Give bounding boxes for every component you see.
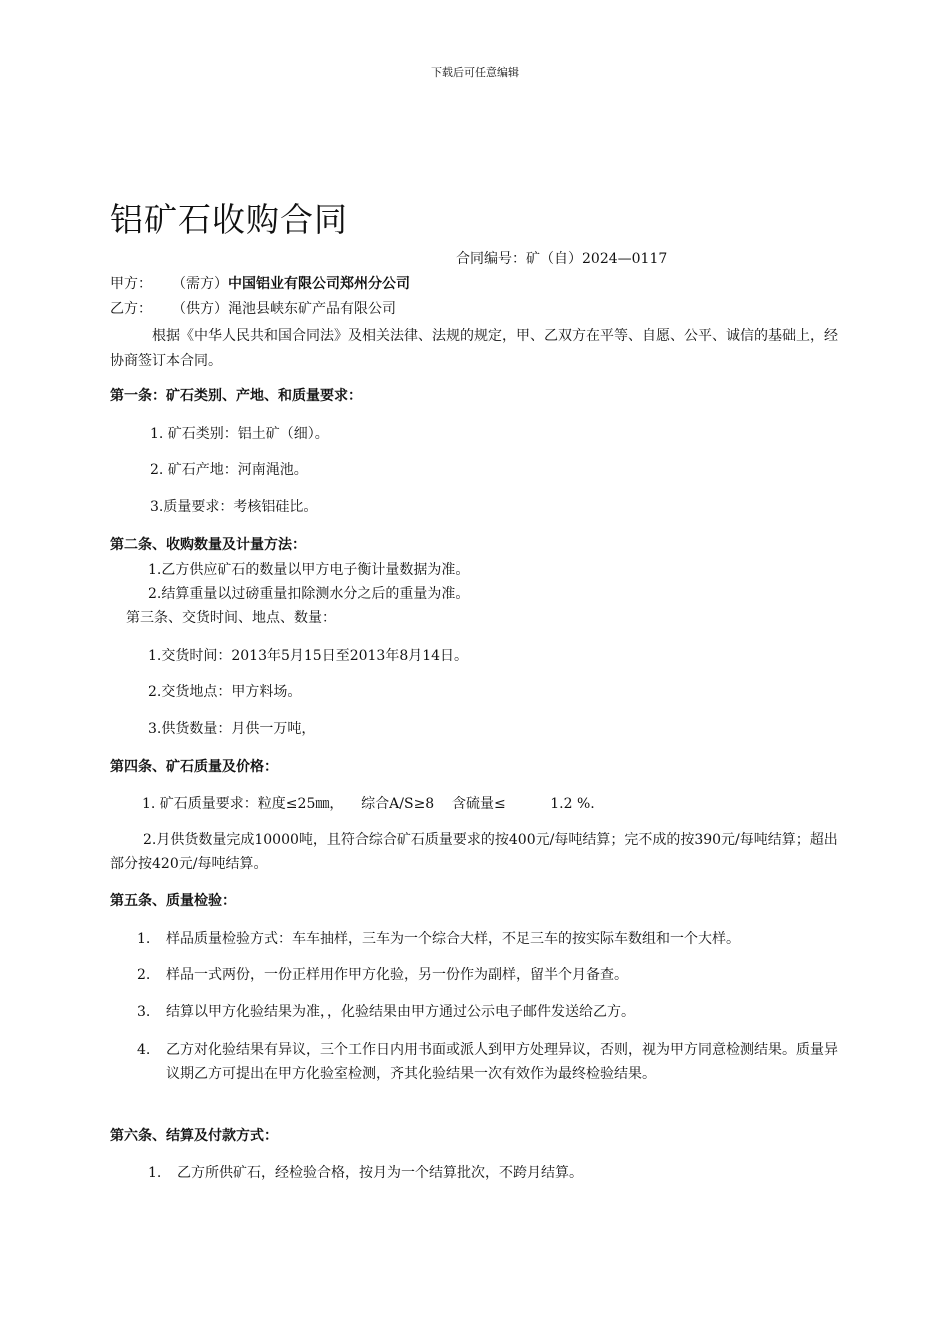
article-1-item-2: 2. 矿石产地：河南渑池。 [150, 462, 308, 478]
article-5-item-1-number: 1. [137, 931, 151, 947]
party-b [110, 301, 396, 318]
article-1-item-3: 3.质量要求：考核铝硅比。 [150, 499, 318, 515]
article-2-item-2: 2.结算重量以过磅重量扣除测水分之后的重量为准。 [148, 586, 470, 602]
article-5-item-3-number: 3. [137, 1004, 151, 1020]
article-3-item-2: 2.交货地点：甲方料场。 [148, 684, 302, 700]
article-6-item-1 [148, 1165, 848, 1182]
article-5-item-2 [137, 967, 857, 984]
article-1-item-1: 1. 矿石类别：铝土矿（细）。 [150, 426, 329, 442]
party-b-label: 乙方： [110, 301, 152, 317]
contract-number: 合同编号：矿（自）2024—0117 [456, 251, 668, 267]
article-5-item-1 [137, 931, 857, 948]
article-6-heading: 第六条、结算及付款方式： [110, 1128, 278, 1144]
intro-paragraph: 根据《中华人民共和国合同法》及相关法律、法规的规定，甲、乙双方在平等、自愿、公平、诚信的基础上，经协商签订本合同。 [110, 328, 838, 369]
article-5-item-3-text: 结算以甲方化验结果为准，，化验结果由甲方通过公示电子邮件发送给乙方。 [166, 1004, 635, 1020]
article-4-item-2: 2.月供货数量完成10000吨，且符合综合矿石质量要求的按400元/每吨结算；完不成的按390元/每吨结算；超出部分按420元/每吨结算。 [110, 832, 838, 872]
header-note: 下载后可任意编辑 [431, 66, 519, 79]
article-5-item-1-text: 样品质量检验方式：车车抽样，三车为一个综合大样，不足三车的按实际车数组和一个大样。 [166, 931, 740, 947]
article-4-item-1: 1. 矿石质量要求：粒度≤25㎜， 综合A/S≥8 含硫量≤ 1.2 %. [142, 796, 595, 812]
article-5-heading: 第五条、质量检验： [110, 893, 236, 909]
article-5-item-4 [137, 1038, 845, 1086]
article-3-item-3: 3.供货数量：月供一万吨， [148, 721, 316, 737]
article-6-item-1-text: 乙方所供矿石，经检验合格，按月为一个结算批次，不跨月结算。 [177, 1165, 583, 1181]
article-4-heading: 第四条、矿石质量及价格： [110, 759, 278, 775]
party-a-role: （需方） [172, 276, 228, 292]
article-5-item-2-number: 2. [137, 967, 151, 983]
article-6-item-1-number: 1. [148, 1165, 162, 1181]
article-3-item-1: 1.交货时间：2013年5月15日至2013年8月14日。 [148, 648, 469, 664]
article-2-heading: 第二条、收购数量及计量方法： [110, 537, 306, 553]
article-3-heading: 第三条、交货时间、地点、数量： [126, 610, 336, 626]
article-5-item-4-text: 乙方对化验结果有异议，三个工作日内用书面或派人到甲方处理异议，否则，视为甲方同意检测结果。质量异议期乙方可提出在甲方化验室检测，齐其化验结果一次有效作为最终检验结果。 [166, 1042, 838, 1082]
article-5-item-3 [137, 1004, 857, 1021]
document-title: 铝矿石收购合同 [110, 200, 348, 239]
article-2-item-1: 1.乙方供应矿石的数量以甲方电子衡计量数据为准。 [148, 562, 470, 578]
article-5-item-2-text: 样品一式两份，一份正样用作甲方化验，另一份作为副样，留半个月备查。 [166, 967, 628, 983]
party-a [110, 276, 410, 293]
party-a-label: 甲方： [110, 276, 152, 292]
article-1-heading: 第一条：矿石类别、产地、和质量要求： [110, 388, 362, 404]
article-5-item-4-number: 4. [137, 1042, 151, 1058]
party-b-name: 渑池县峡东矿产品有限公司 [228, 301, 396, 317]
party-b-role: （供方） [172, 301, 228, 317]
party-a-name: 中国铝业有限公司郑州分公司 [228, 276, 410, 292]
